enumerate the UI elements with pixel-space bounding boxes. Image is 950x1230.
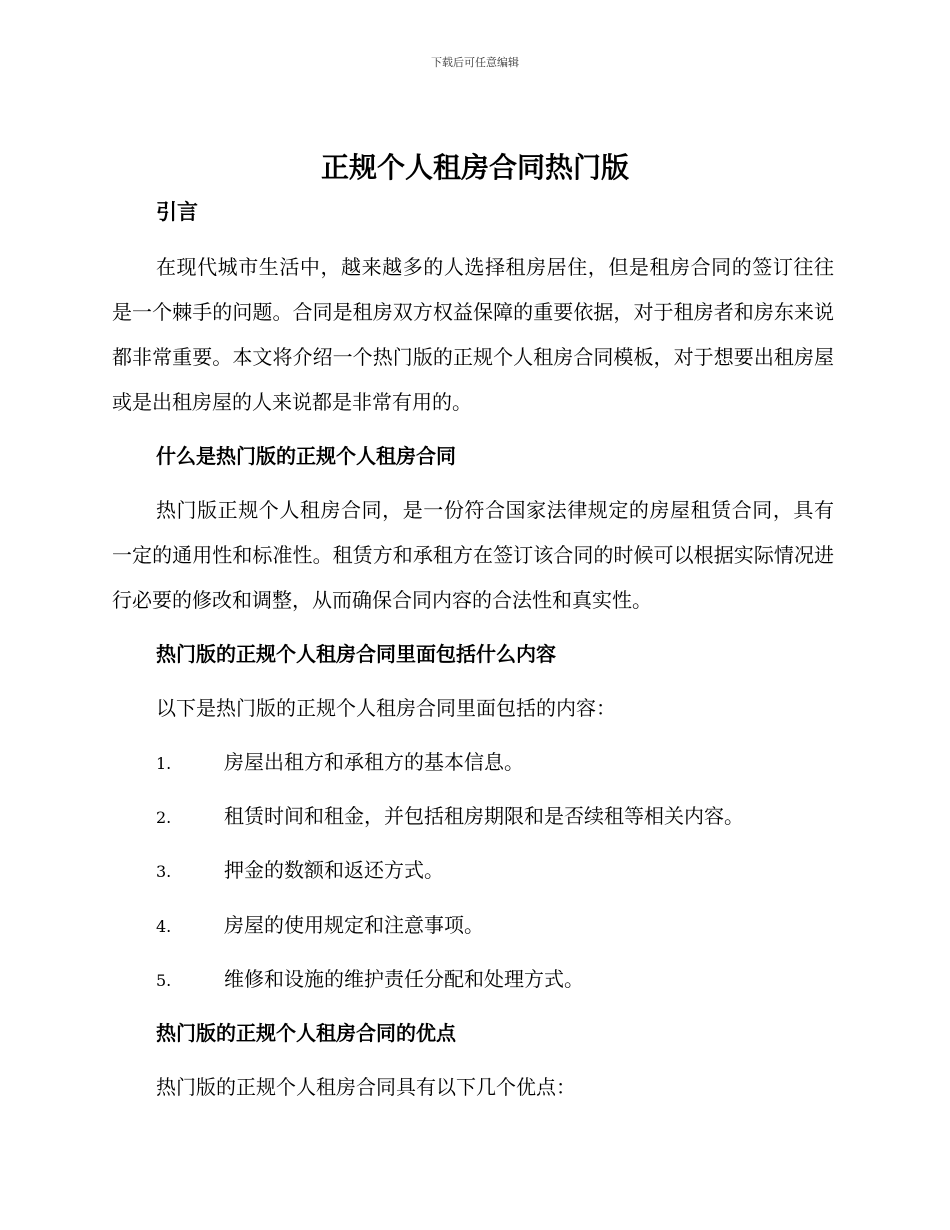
intro-heading: 引言 [156, 200, 198, 224]
list-item-text: 房屋的使用规定和注意事项。 [224, 913, 484, 937]
list-item-number: 1. [156, 754, 172, 773]
list-item-number: 2. [156, 808, 172, 827]
contents-intro-line: 以下是热门版的正规个人租房合同里面包括的内容： [156, 696, 616, 720]
intro-paragraph: 在现代城市生活中，越来越多的人选择租房居住，但是租房合同的签订往往是一个棘手的问题。合同是租房双方权益保障的重要依据，对于租房者和房东来说都非常重要。本文将介绍一个热门版的正规个人租房合同模板，对于想要出租房屋或是出租房屋的人来说都是非常有用的。 [112, 255, 834, 414]
list-item-text: 房屋出租方和承租方的基本信息。 [224, 750, 524, 774]
header-note: 下载后可任意编辑 [431, 56, 519, 69]
list-item [156, 911, 836, 939]
list-item [156, 748, 836, 776]
what-paragraph: 热门版正规个人租房合同，是一份符合国家法律规定的房屋租赁合同，具有一定的通用性和标准性。租赁方和承租方在签订该合同的时候可以根据实际情况进行必要的修改和调整，从而确保合同内容的合法性和真实性。 [112, 498, 834, 612]
list-item [156, 965, 836, 993]
list-item-number: 4. [156, 917, 172, 936]
document-title: 正规个人租房合同热门版 [320, 151, 629, 184]
list-item [156, 856, 836, 884]
list-item-text: 押金的数额和返还方式。 [224, 858, 444, 882]
list-item-text: 租赁时间和租金，并包括租房期限和是否续租等相关内容。 [224, 804, 744, 828]
list-item [156, 802, 836, 830]
advantages-heading: 热门版的正规个人租房合同的优点 [156, 1021, 456, 1045]
list-item-number: 3. [156, 862, 172, 881]
what-heading: 什么是热门版的正规个人租房合同 [156, 444, 456, 468]
list-item-text: 维修和设施的维护责任分配和处理方式。 [224, 967, 584, 991]
advantages-intro-line: 热门版的正规个人租房合同具有以下几个优点： [156, 1075, 576, 1099]
list-item-number: 5. [156, 971, 172, 990]
contents-heading: 热门版的正规个人租房合同里面包括什么内容 [156, 642, 556, 666]
